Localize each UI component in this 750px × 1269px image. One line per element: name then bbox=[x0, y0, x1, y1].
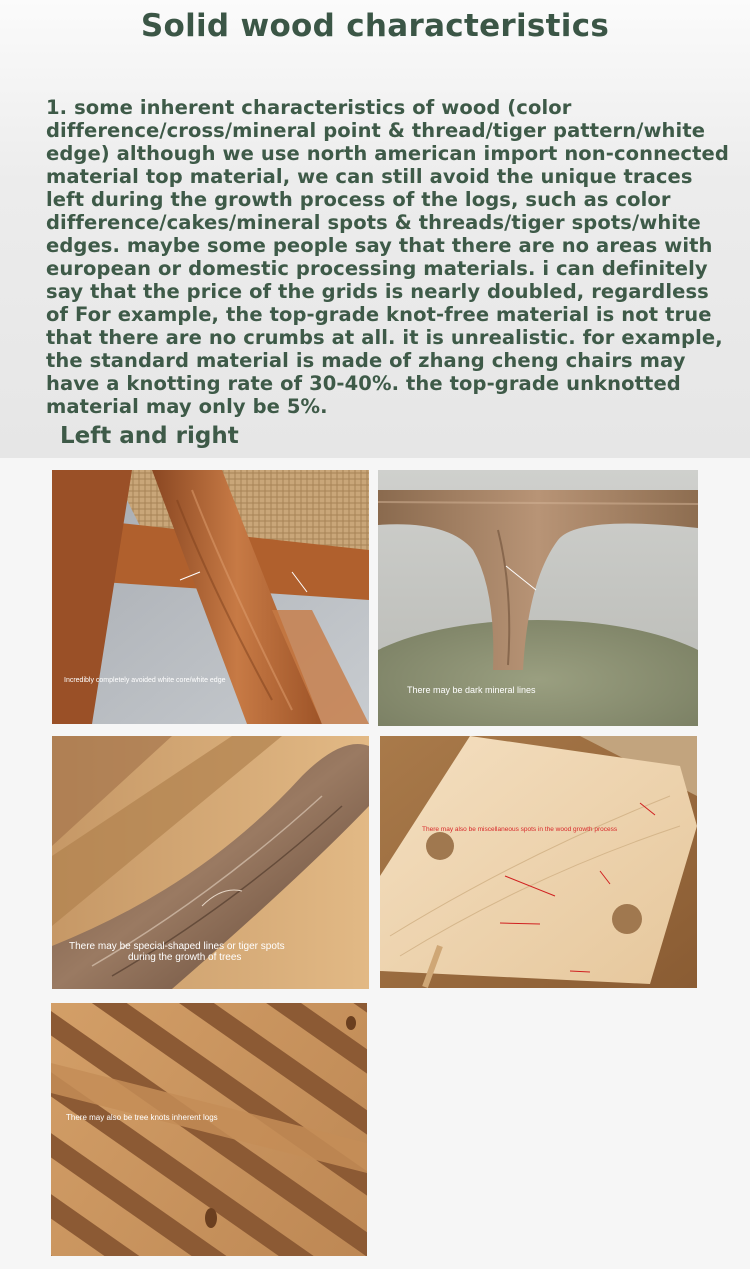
photo-tree-knots bbox=[51, 1003, 367, 1256]
description-paragraph: 1. some inherent characteristics of wood (color difference/cross/mineral point & thread/tiger pattern/white edge) although we use north american import non-connected material top material, we can still avoid the unique traces left during the growth process of the logs, such as color difference/cakes/mineral spots & threads/tiger spots/white edges. maybe some people say that there are no areas with european or domestic processing materials. i can definitely say that the price of the grids is nearly doubled, regardless of For example, the top-grade knot-free material is not true that there are no crumbs at all. it is unrealistic. for example, the standard material is made of zhang cheng chairs may have a knotting rate of 30-40%. the top-grade unknotted material may only be 5%. bbox=[46, 96, 729, 418]
photo-caption: Incredibly completely avoided white core/white edge bbox=[64, 677, 226, 684]
wood-photo-illustration bbox=[51, 1003, 367, 1256]
photo-caption: There may also be miscellaneous spots in the wood growth process bbox=[422, 826, 618, 833]
wood-photo-illustration bbox=[380, 736, 697, 988]
page-title: Solid wood characteristics bbox=[140, 8, 610, 44]
photo-dark-mineral-lines bbox=[378, 470, 698, 726]
section-subheading: Left and right bbox=[60, 423, 239, 449]
photo-caption-line-2: during the growth of trees bbox=[128, 952, 242, 963]
photo-caption: There may be dark mineral lines bbox=[407, 685, 536, 695]
photo-caption: There may also be tree knots inherent logs bbox=[66, 1113, 218, 1122]
wood-photo-illustration bbox=[52, 470, 369, 724]
photo-caption-line-1: There may be special-shaped lines or tiger spots bbox=[69, 941, 285, 952]
photo-tiger-spots bbox=[52, 736, 369, 989]
photo-miscellaneous-spots bbox=[380, 736, 697, 988]
photo-white-edge bbox=[52, 470, 369, 724]
